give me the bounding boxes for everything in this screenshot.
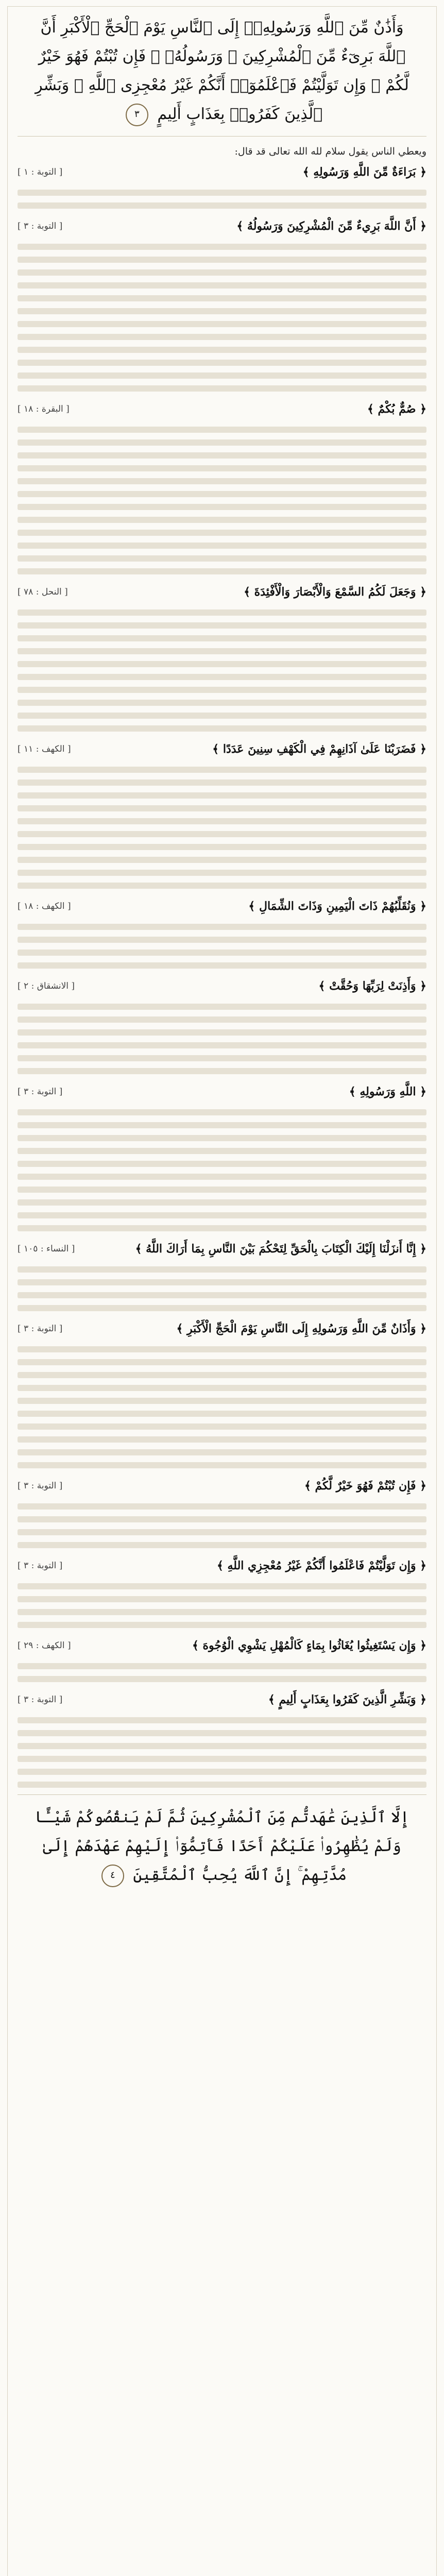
closing-verse-text: إِلَّا ٱلَّذِينَ عَٰهَدتُّم مِّنَ ٱلْمُشْرِكِينَ ثُمَّ لَمْ يَنقُصُوكُمْ شَيْـًٔا وَلَمْ يُظَٰهِرُوا۟ عَلَيْكُمْ أَحَدًا فَأَتِمُّوٓا۟ إِلَيْهِمْ عَهْدَهُمْ إِلَىٰ مُدَّتِهِمْ ۚ إِنَّ ٱللَّهَ يُحِبُّ ٱلْمُتَّقِينَ (35, 1808, 409, 1884)
quote-text: ﴿ فَضَرَبْنَا عَلَىٰ آذَانِهِمْ فِي الْكَهْفِ سِنِينَ عَدَدًا ﴾ (212, 742, 426, 756)
quote-text: ﴿ صُمٌّ بُكْمٌ ﴾ (367, 402, 426, 416)
quote-reference: [ التوبة : ٣ ] (18, 1087, 63, 1097)
quote-text: ﴿ وَإِن يَسْتَغِيثُوا يُغَاثُوا بِمَاءٍ كَالْمُهْلِ يَشْوِي الْوُجُوهَ ﴾ (192, 1639, 426, 1652)
quote-text: ﴿ وَأَذِنَتْ لِرَبِّهَا وَحُقَّتْ ﴾ (318, 979, 426, 993)
quote-text: ﴿ اللَّهِ وَرَسُولِهِ ﴾ (349, 1085, 426, 1098)
ayah-number-mark: ٤ (101, 1865, 124, 1887)
quote-reference: [ التوبة : ٣ ] (18, 1324, 63, 1334)
quote-text: ﴿ بَرَاءَةٌ مِّنَ اللَّهِ وَرَسُولِهِ ﴾ (302, 165, 426, 179)
quote-reference: [ النحل : ٧٨ ] (18, 587, 68, 597)
quote-reference: [ الكهف : ١١ ] (18, 744, 71, 754)
quote-reference: [ التوبة : ١ ] (18, 167, 63, 177)
commentary-intro: ويعطي الناس يقول سلام لله الله تعالى قد قال: (234, 146, 426, 157)
quote-text: ﴿ فَإِن تُبْتُمْ فَهُوَ خَيْرٌ لَّكُمْ ﴾ (304, 1479, 426, 1493)
quote-text: ﴿ وَنُقَلِّبُهُمْ ذَاتَ الْيَمِينِ وَذَاتَ الشِّمَالِ ﴾ (248, 900, 426, 913)
quote-reference: [ التوبة : ٣ ] (18, 1481, 63, 1491)
verse-heading-text: وَأَذَٰنٌ مِّنَ ٱللَّهِ وَرَسُولِهِۦٓ إِلَى ٱلنَّاسِ يَوْمَ ٱلْحَجِّ ٱلْأَكْبَرِ أَنَّ ٱللَّهَ بَرِىٓءٌ مِّنَ ٱلْمُشْرِكِينَ ۙ وَرَسُولُهُۥ ۚ فَإِن تُبْتُمْ فَهُوَ خَيْرٌ لَّكُمْ ۖ وَإِن تَوَلَّيْتُمْ فَٱعْلَمُوٓا۟ أَنَّكُمْ غَيْرُ مُعْجِزِى ٱللَّهِ ۗ وَبَشِّرِ ٱلَّذِينَ كَفَرُوا۟ بِعَذَابٍ أَلِيمٍ (35, 19, 409, 123)
quote-text: ﴿ وَجَعَلَ لَكُمُ السَّمْعَ وَالْأَبْصَارَ وَالْأَفْئِدَةَ ﴾ (244, 585, 426, 599)
quote-reference: [ التوبة : ٣ ] (18, 1694, 63, 1705)
quote-text: ﴿ وَأَذَانٌ مِّنَ اللَّهِ وَرَسُولِهِ إِلَى النَّاسِ يَوْمَ الْحَجِّ الْأَكْبَرِ ﴾ (176, 1322, 426, 1335)
quote-text: ﴿ وَبَشِّرِ الَّذِينَ كَفَرُوا بِعَذَابٍ أَلِيمٍ ﴾ (268, 1693, 426, 1706)
quote-reference: [ التوبة : ٣ ] (18, 1561, 63, 1571)
quote-text: ﴿ أَنَّ اللَّهَ بَرِيءٌ مِّنَ الْمُشْرِكِينَ وَرَسُولُهُ ﴾ (236, 219, 426, 233)
page-frame (7, 6, 437, 2576)
quote-reference: [ الكهف : ١٨ ] (18, 901, 71, 911)
quote-reference: [ النساء : ١٠٥ ] (18, 1244, 75, 1254)
quote-text: ﴿ إِنَّا أَنزَلْنَا إِلَيْكَ الْكِتَابَ بِالْحَقِّ لِتَحْكُمَ بَيْنَ النَّاسِ بِمَا أَرَاكَ اللَّهُ ﴾ (135, 1242, 426, 1256)
quote-reference: [ البقرة : ١٨ ] (18, 404, 70, 414)
quote-reference: [ الكهف : ٢٩ ] (18, 1640, 71, 1651)
ayah-number-mark: ٣ (126, 104, 148, 126)
quote-reference: [ التوبة : ٣ ] (18, 221, 63, 231)
quote-reference: [ الانشقاق : ٢ ] (18, 981, 75, 991)
quote-text: ﴿ وَإِن تَوَلَّيْتُمْ فَاعْلَمُوا أَنَّكُمْ غَيْرُ مُعْجِزِي اللَّهِ ﴾ (216, 1559, 426, 1572)
